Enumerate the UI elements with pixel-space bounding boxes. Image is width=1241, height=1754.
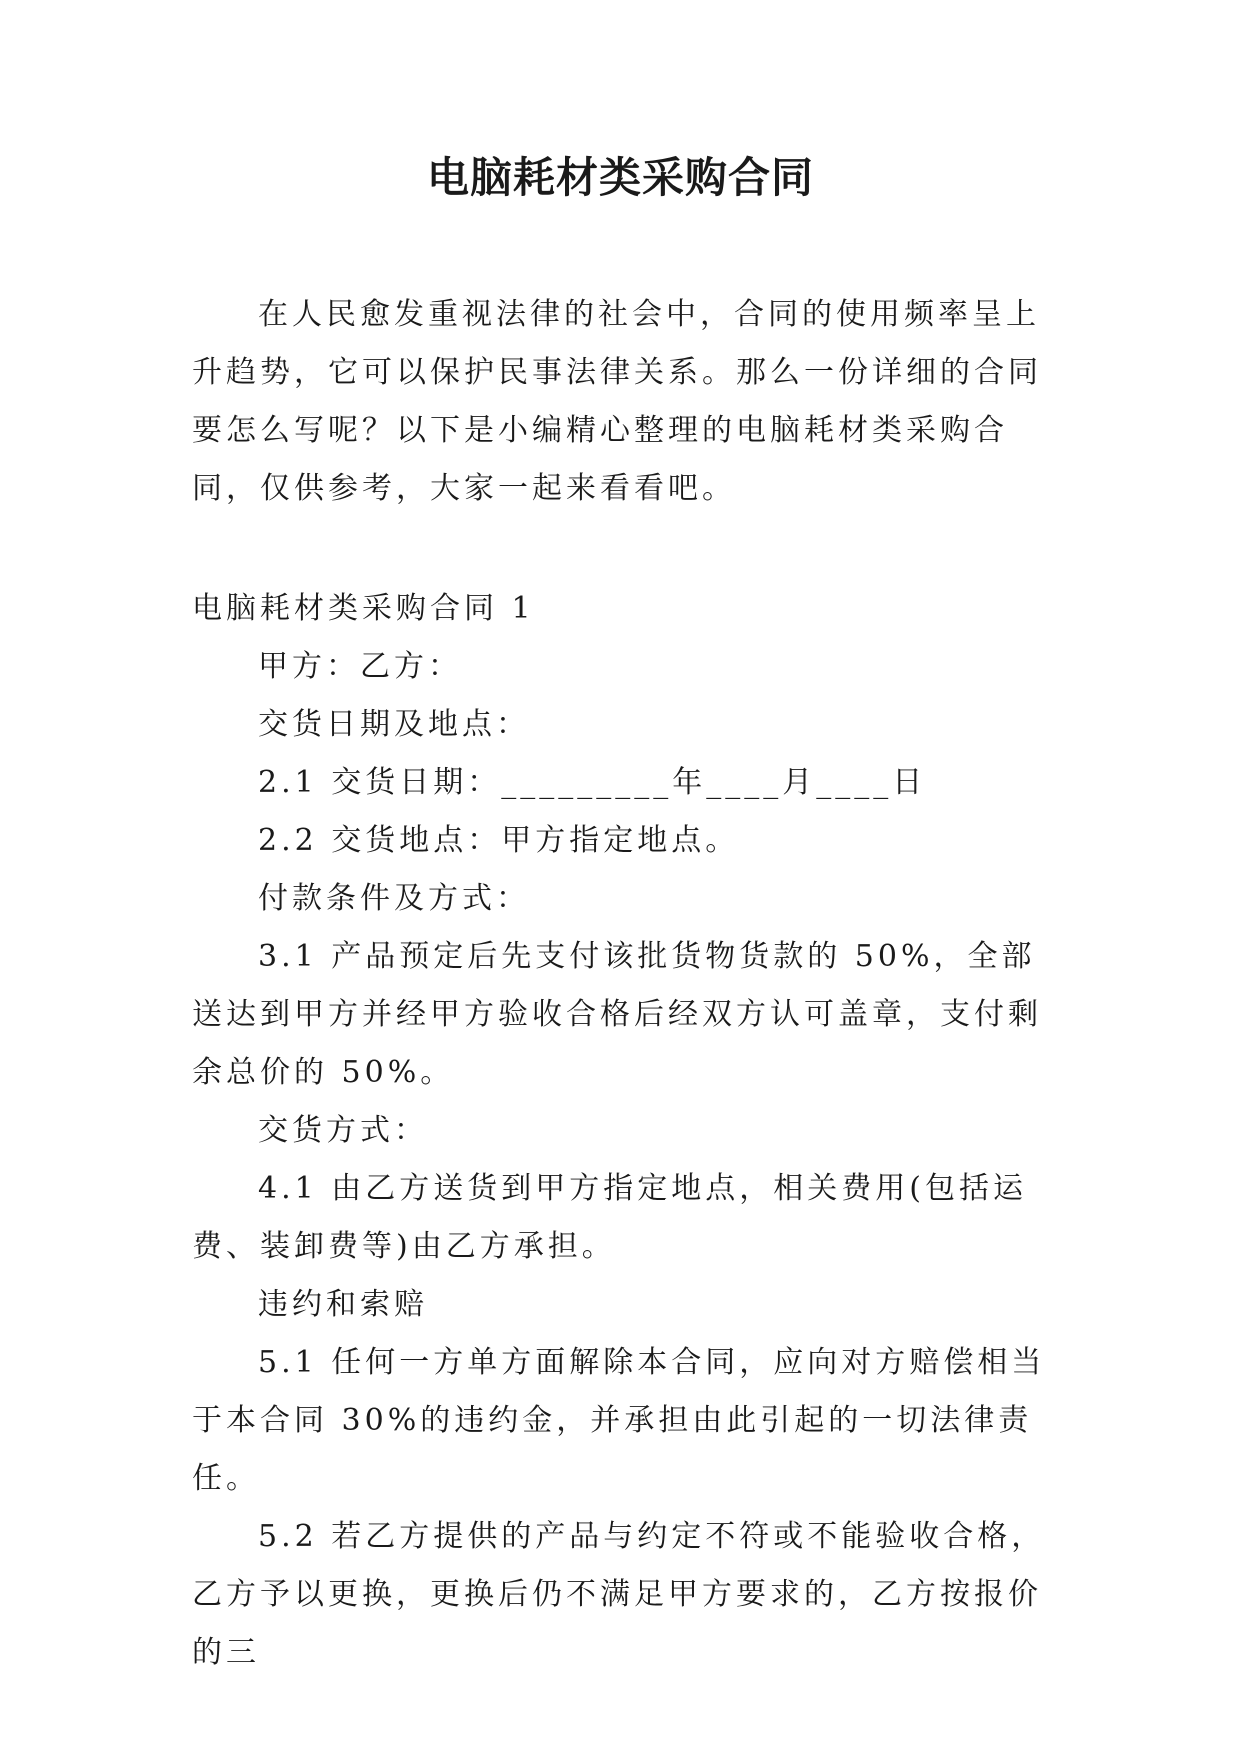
delivery-place-clause: 2.2 交货地点：甲方指定地点。 <box>258 823 740 858</box>
breach-clause-2: 5.2 若乙方提供的产品与约定不符或不能验收合格，乙方予以更换，更换后仍不满足甲方要求的，乙方按报价的三 <box>192 1519 1046 1670</box>
delivery-heading: 交货日期及地点： <box>258 707 530 742</box>
payment-clause: 3.1 产品预定后先支付该批货物货款的 50%，全部送达到甲方并经甲方验收合格后经双方认可盖章，支付剩余总价的 50%。 <box>192 939 1042 1090</box>
section-heading: 电脑耗材类采购合同 1 <box>192 591 535 626</box>
delivery-method-heading: 交货方式： <box>258 1113 428 1148</box>
intro-paragraph: 在人民愈发重视法律的社会中，合同的使用频率呈上升趋势，它可以保护民事法律关系。那么一份详细的合同要怎么写呢？以下是小编精心整理的电脑耗材类采购合同，仅供参考，大家一起来看看吧。 <box>192 297 1042 506</box>
delivery-method-clause: 4.1 由乙方送货到甲方指定地点，相关费用(包括运费、装卸费等)由乙方承担。 <box>192 1171 1027 1264</box>
breach-clause-1: 5.1 任何一方单方面解除本合同，应向对方赔偿相当于本合同 30%的违约金，并承担由此引起的一切法律责任。 <box>192 1345 1046 1496</box>
breach-heading: 违约和索赔 <box>258 1287 428 1322</box>
contract-body <box>192 580 1052 1682</box>
document-title: 电脑耗材类采购合同 <box>426 153 814 202</box>
delivery-date-clause: 2.1 交货日期：_________年____月____日 <box>258 765 927 800</box>
payment-heading: 付款条件及方式： <box>258 881 530 916</box>
parties-line: 甲方：乙方： <box>258 649 462 684</box>
